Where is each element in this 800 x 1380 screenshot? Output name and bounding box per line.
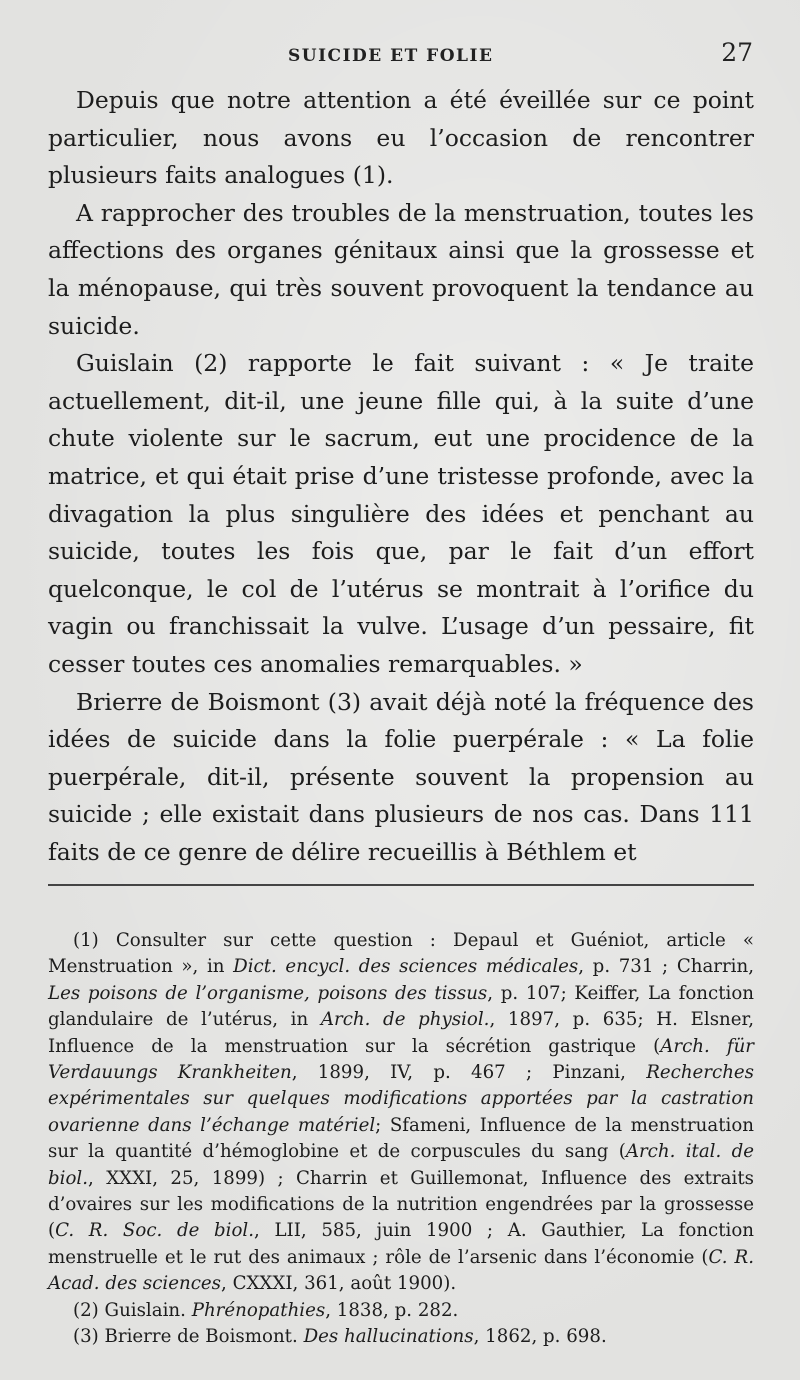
footnote-separator: [48, 884, 754, 886]
footnote-1: [48, 928, 754, 1298]
footnote-text-run: , p. 107; Keiffer, La fonction glandulaire de l’utérus, in: [48, 982, 754, 1031]
footnote-italic-run: Arch. für Verdauungs Krankheiten: [48, 1035, 754, 1084]
page-number: 27: [721, 38, 753, 67]
paragraph: Brierre de Boismont (3) avait déjà noté la fréquence des idées de suicide dans la folie puerpérale : « La folie puerpérale, dit-il, présente souvent la propension au suicide ; elle existait dans plusieurs de nos cas. Dans 111 faits de ce genre de délire recueillis à Béthlem et: [48, 687, 754, 866]
footnote-italic-run: Les poisons de l’organisme, poisons des tissus: [48, 982, 488, 1004]
footnote-text-run: (3) Brierre de Boismont.: [73, 1326, 304, 1348]
footnote-italic-run: C. R. Acad. des sciences: [48, 1246, 754, 1295]
running-title: SUICIDE ET FOLIE: [288, 46, 494, 66]
footnote-italic-run: C. R. Soc. de biol.: [55, 1220, 255, 1242]
page-header: [48, 38, 753, 78]
footnote-text-run: (2) Guislain.: [73, 1299, 192, 1321]
footnote-italic-run: Dict. encycl. des sciences médicales: [233, 956, 579, 978]
footnote-text-run: , XXXI, 25, 1899) ; Charrin et Guillemonat, Influence des extraits d’ovaires sur les modifications de la nutrition engendrées par la grossesse (: [48, 1167, 754, 1242]
footnote-text-run: , 1897, p. 635; H. Elsner, Influence de la menstruation sur la sécrétion gastrique (: [48, 1009, 754, 1057]
paragraph: A rapprocher des troubles de la menstruation, toutes les affections des organes génitaux ainsi que la grossesse et la ménopause, qui très souvent provoquent la tendance au suicide.: [48, 198, 754, 340]
footnote-text-run: ; Sfameni, Influence de la menstruation sur la quantité d’hémoglobine et de corpuscules du sang (: [48, 1114, 754, 1163]
footnote-text-run: , LII, 585, juin 1900 ; A. Gauthier, La fonction menstruelle et le rut des animaux ; rôle de l’arsenic dans l’économie (: [48, 1220, 754, 1268]
paragraph: Depuis que notre attention a été éveillée sur ce point particulier, nous avons eu l’occasion de rencontrer plusieurs faits analogues (1).: [48, 86, 754, 190]
footnotes: [48, 928, 754, 1351]
footnote-italic-run: Phrénopathies: [191, 1299, 326, 1321]
footnote-text-run: , p. 731 ; Charrin,: [578, 956, 754, 978]
footnote-text-run: (1) Consulter sur cette question : Depaul et Guéniot, article « Menstruation », in: [48, 930, 754, 978]
footnote-3: [48, 1324, 754, 1350]
footnote-text-run: , 1838, p. 282.: [325, 1299, 459, 1321]
footnote-text-run: , 1899, IV, p. 467 ; Pinzani,: [291, 1062, 647, 1084]
footnote-italic-run: Recherches expérimentales sur quelques modifications apportées par la castration ovarienne dans l’échange matériel: [48, 1062, 754, 1136]
footnote-italic-run: Arch. ital. de biol.: [48, 1141, 755, 1189]
footnote-italic-run: Arch. de physiol.: [320, 1009, 490, 1031]
paragraph: Guislain (2) rapporte le fait suivant : « Je traite actuellement, dit-il, une jeune fille qui, à la suite d’une chute violente sur le sacrum, eut une procidence de la matrice, et qui était prise d’une tristesse profonde, avec la divagation la plus singulière des idées et penchant au suicide, toutes les fois que, par le fait d’un effort quelconque, le col de l’utérus se montrait à l’orifice du vagin ou franchissait la vulve. L’usage d’un pessaire, fit cesser toutes ces anomalies remarquables. »: [48, 349, 754, 678]
footnote-2: [48, 1298, 754, 1324]
footnote-text-run: , CXXXI, 361, août 1900).: [221, 1273, 457, 1295]
main-text: [48, 82, 754, 871]
footnote-italic-run: Des hallucinations: [303, 1326, 474, 1348]
footnote-text-run: , 1862, p. 698.: [473, 1326, 607, 1348]
